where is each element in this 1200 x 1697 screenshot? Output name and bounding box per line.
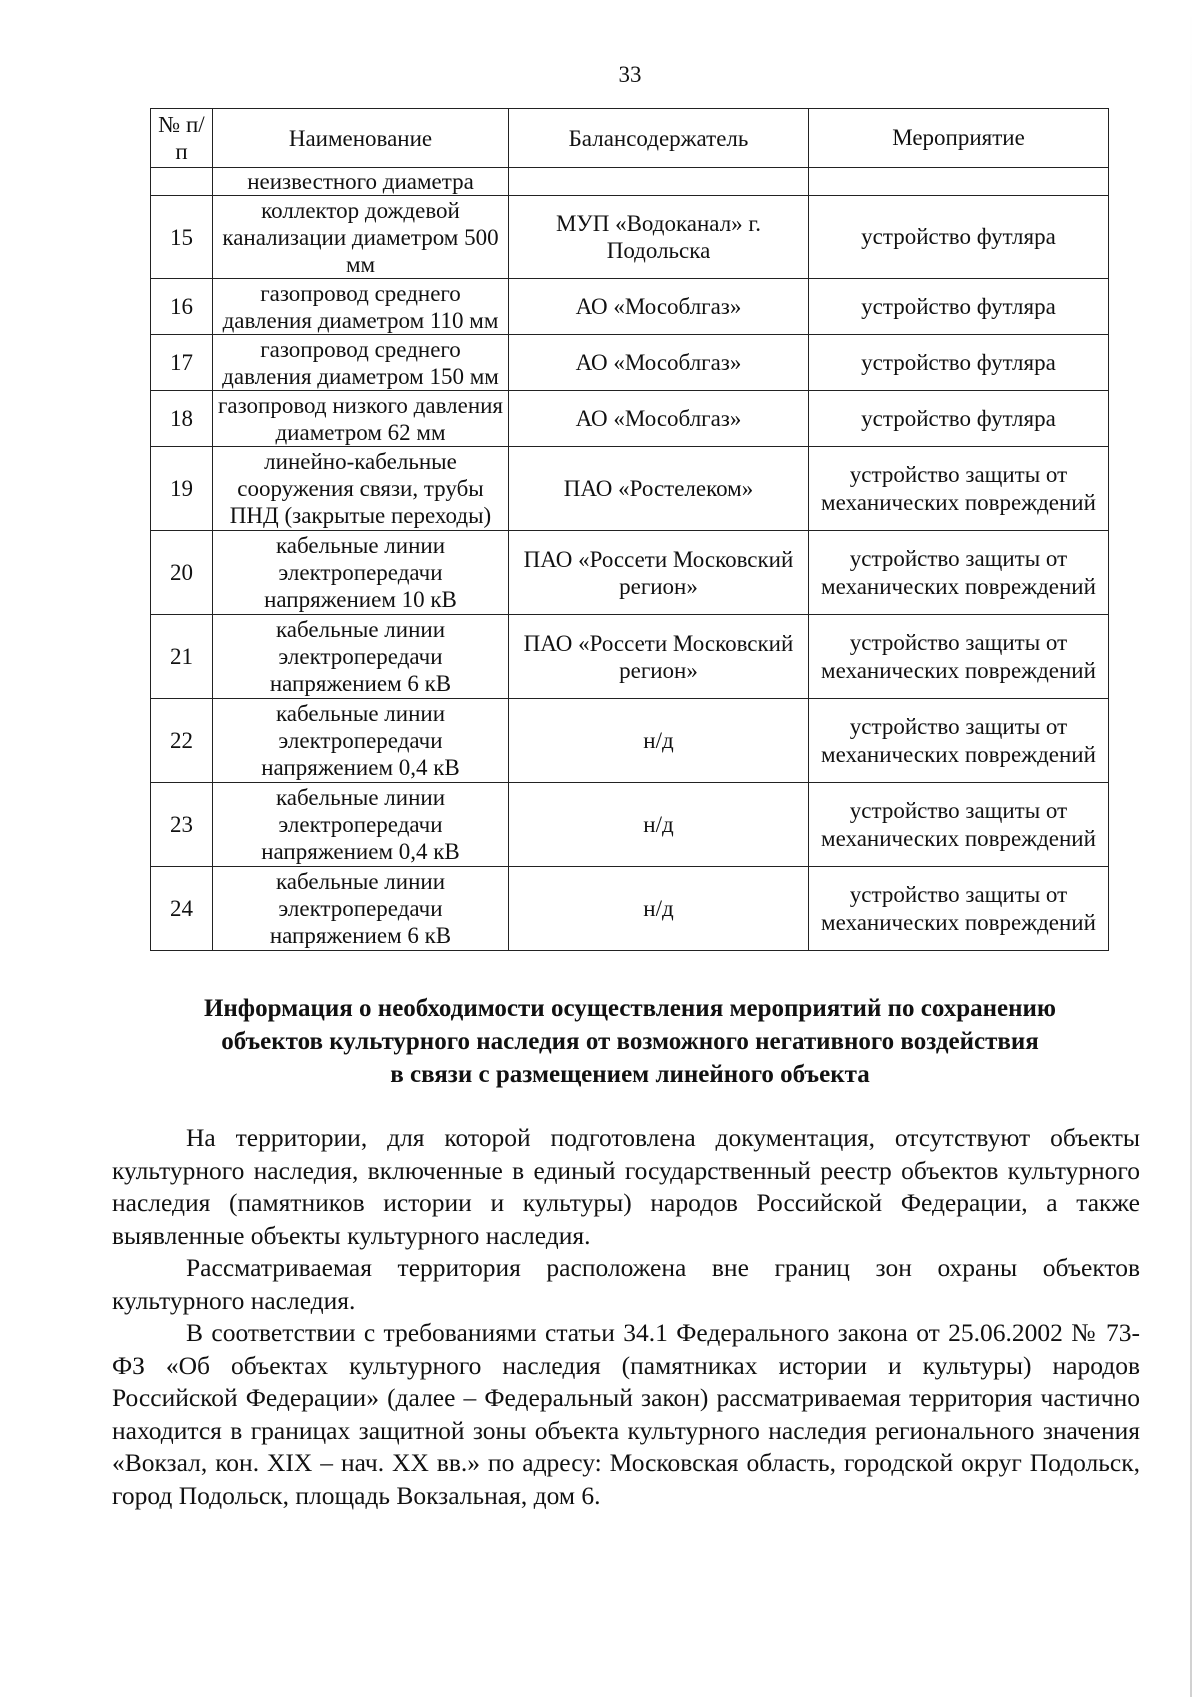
cell-holder: н/д [509,867,809,951]
cell-num: 18 [151,391,213,447]
table-row [151,447,1109,531]
cell-holder: ПАО «Ростелеком» [509,447,809,531]
cell-num: 16 [151,279,213,335]
section-title-line: в связи с размещением линейного объекта [390,1061,870,1088]
header-holder: Балансодержатель [509,109,809,168]
table-row [151,531,1109,615]
cell-num: 19 [151,447,213,531]
cell-holder: АО «Мособлгаз» [509,335,809,391]
table-row-continuation [151,168,1109,196]
cell-measure: устройство футляра [809,196,1109,279]
cell-num: 22 [151,699,213,783]
section-title-line: объектов культурного наследия от возможного негативного воздействия [221,1028,1039,1055]
cell-name: кабельные линии электропередачи напряжением 10 кВ [213,531,509,615]
cell-holder: ПАО «Россети Московский регион» [509,531,809,615]
section-title-line: Информация о необходимости осуществления мероприятий по сохранению [203,995,1057,1022]
cell-measure: устройство защиты от механических повреждений [809,867,1109,951]
cell-measure: устройство защиты от механических повреждений [809,615,1109,699]
scan-edge [1190,0,1192,1697]
cell-measure: устройство футляра [809,391,1109,447]
cell-num: 24 [151,867,213,951]
cell-holder: АО «Мособлгаз» [509,279,809,335]
cell-measure: устройство защиты от механических повреждений [809,783,1109,867]
table-row [151,196,1109,279]
cell-measure: устройство футляра [809,335,1109,391]
cell-holder: н/д [509,783,809,867]
section-title [120,992,1140,1091]
table-row [151,335,1109,391]
body-text [112,1122,1140,1512]
cell-measure: устройство футляра [809,279,1109,335]
cell-name: кабельные линии электропередачи напряжением 6 кВ [213,867,509,951]
paragraph: На территории, для которой подготовлена документация, отсутствуют объекты культурного наследия, включенные в единый государственный реестр объектов культурного наследия (памятников истории и культуры) народов Российской Федерации, а также выявленные объекты культурного наследия. [112,1123,1140,1250]
cell-name: коллектор дождевой канализации диаметром 500 мм [213,196,509,279]
cell-measure: устройство защиты от механических повреждений [809,447,1109,531]
cell-holder: н/д [509,699,809,783]
table-header-row [151,109,1109,168]
cell-name: неизвестного диаметра [213,168,509,196]
page-number: 33 [618,62,642,87]
cell-name: линейно-кабельные сооружения связи, трубы ПНД (закрытые переходы) [213,447,509,531]
cell-num: 23 [151,783,213,867]
cell-measure: устройство защиты от механических повреждений [809,699,1109,783]
cell-num [151,168,213,196]
cell-holder: АО «Мособлгаз» [509,391,809,447]
table-row [151,615,1109,699]
cell-holder [509,168,809,196]
header-num: № п/п [151,109,213,168]
table-row [151,783,1109,867]
header-name: Наименование [213,109,509,168]
cell-num: 17 [151,335,213,391]
cell-name: кабельные линии электропередачи напряжением 0,4 кВ [213,783,509,867]
cell-num: 15 [151,196,213,279]
cell-name: газопровод низкого давления диаметром 62 мм [213,391,509,447]
header-measure: Мероприятие [809,109,1109,168]
table-row [151,867,1109,951]
cell-measure: устройство защиты от механических повреждений [809,531,1109,615]
cell-num: 21 [151,615,213,699]
cell-name: кабельные линии электропередачи напряжением 0,4 кВ [213,699,509,783]
cell-num: 20 [151,531,213,615]
paragraph: Рассматриваемая территория расположена вне границ зон охраны объектов культурного наследия. [112,1253,1140,1315]
cell-holder: ПАО «Россети Московский регион» [509,615,809,699]
cell-name: газопровод среднего давления диаметром 150 мм [213,335,509,391]
cell-holder: МУП «Водоканал» г. Подольска [509,196,809,279]
table-row [151,391,1109,447]
table-row [151,699,1109,783]
table-row [151,279,1109,335]
cell-measure [809,168,1109,196]
paragraph: В соответствии с требованиями статьи 34.1 Федерального закона от 25.06.2002 № 73-ФЗ «Об объектах культурного наследия (памятниках истории и культуры) народов Российской Федерации» (далее – Федеральный закон) рассматриваемая территория частично находится в границах защитной зоны объекта культурного наследия регионального значения «Вокзал, кон. XIX – нач. XX вв.» по адресу: Московская область, городской округ Подольск, город Подольск, площадь Вокзальная, дом 6. [112,1318,1140,1510]
objects-table [150,108,1109,951]
cell-name: газопровод среднего давления диаметром 110 мм [213,279,509,335]
cell-name: кабельные линии электропередачи напряжением 6 кВ [213,615,509,699]
